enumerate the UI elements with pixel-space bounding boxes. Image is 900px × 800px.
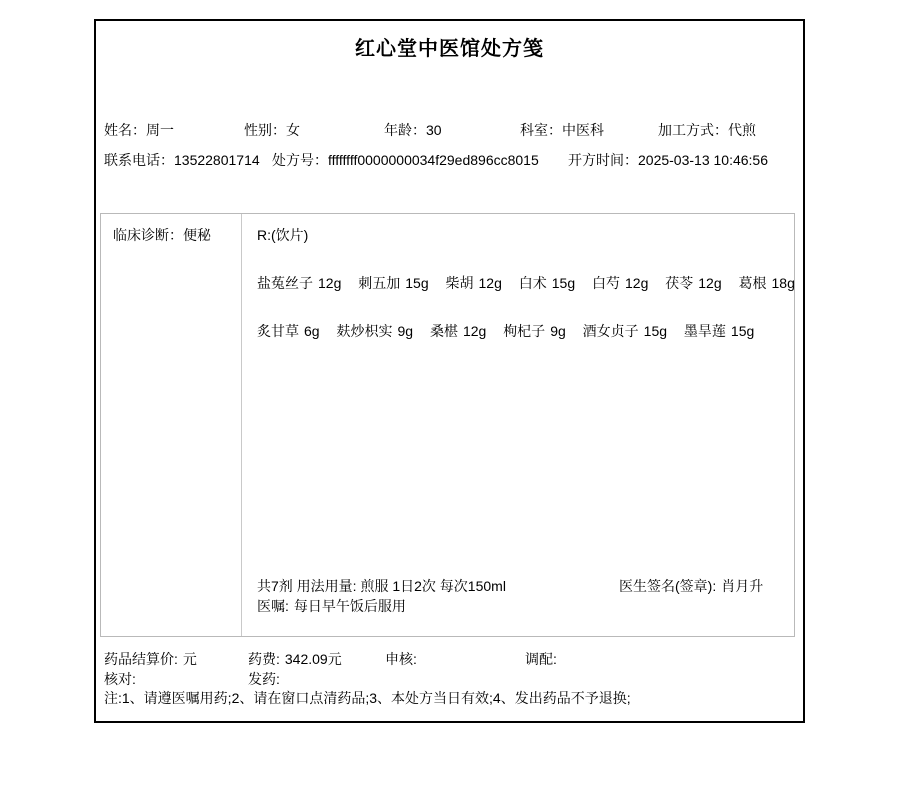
herb-dose: 12g <box>625 275 649 291</box>
field-phone <box>104 152 260 170</box>
gender-label: 性别： <box>244 122 286 138</box>
settle-price-label: 药品结算价: <box>104 651 178 667</box>
medical-advice-value: 每日早午饭后服用 <box>293 598 406 614</box>
herb-dose: 9g <box>550 323 566 339</box>
herb-item <box>519 275 575 291</box>
herb-item <box>583 323 667 339</box>
herb-item <box>358 275 428 291</box>
prescription-box <box>100 213 795 637</box>
herb-dose: 9g <box>397 323 414 339</box>
herb-dose: 12g <box>318 275 342 291</box>
doctor-signature-label: 医生签名(签章): <box>619 578 717 594</box>
patient-name-value: 周一 <box>146 122 174 138</box>
field-medicine-fee <box>248 651 342 669</box>
field-review <box>385 651 422 669</box>
herb-name: 白芍 <box>592 275 620 291</box>
herb-item <box>592 275 648 291</box>
herb-name: 墨旱莲 <box>683 323 726 339</box>
diagnosis-label: 临床诊断： <box>113 227 183 243</box>
page-title: 红心堂中医馆处方笺 <box>355 38 544 60</box>
herb-item <box>684 323 754 339</box>
herb-name: 炙甘草 <box>257 323 299 339</box>
herb-name: 桑椹 <box>429 323 458 339</box>
doctor-signature-value: 肖月升 <box>721 578 764 594</box>
herb-name: 枸杞子 <box>503 323 546 339</box>
phone-label: 联系电话： <box>104 152 174 168</box>
medical-advice-label: 医嘱: <box>257 598 289 614</box>
field-settle-price <box>104 651 197 669</box>
herb-name: 麸炒枳实 <box>336 323 393 339</box>
gender-value: 女 <box>286 122 300 138</box>
field-doctor-signature <box>619 578 763 596</box>
field-patient-name <box>104 122 174 140</box>
footer-note: 注:1、请遵医嘱用药;2、请在窗口点清药品;3、本处方当日有效;4、发出药品不予退换; <box>104 690 631 706</box>
field-processing-method <box>658 122 756 140</box>
herb-item <box>739 275 795 291</box>
herb-dose: 12g <box>462 323 487 339</box>
medicine-fee-label: 药费: <box>248 651 280 667</box>
diagnosis-value: 便秘 <box>183 227 211 243</box>
herb-name: 白术 <box>518 275 547 291</box>
department-value: 中医科 <box>562 122 604 138</box>
department-label: 科室： <box>520 122 562 138</box>
herb-name: 刺五加 <box>358 275 401 291</box>
prescription-number-label: 处方号： <box>272 152 328 168</box>
herb-item <box>503 323 566 339</box>
herb-dose: 15g <box>643 323 668 339</box>
herb-item <box>257 323 320 339</box>
diagnosis-column <box>101 214 242 636</box>
age-label: 年龄： <box>384 122 426 138</box>
review-label: 申核: <box>385 651 417 667</box>
herb-item <box>336 323 413 339</box>
field-medical-advice <box>257 598 406 616</box>
field-check <box>104 671 141 689</box>
patient-name-label: 姓名： <box>104 122 146 138</box>
herb-name: 盐菟丝子 <box>257 275 313 291</box>
herb-name: 柴胡 <box>445 275 474 291</box>
herb-dose: 15g <box>730 323 755 339</box>
issue-time-label: 开方时间： <box>568 152 638 168</box>
herb-name: 酒女贞子 <box>582 323 639 339</box>
processing-method-value: 代煎 <box>728 122 756 138</box>
herb-dose: 15g <box>405 275 429 291</box>
check-label: 核对: <box>104 671 136 687</box>
dispense-label: 发药: <box>248 671 280 687</box>
herb-name: 茯苓 <box>665 275 694 291</box>
usage-dosage: 共7剂 用法用量: 煎服 1日2次 每次150ml <box>257 578 506 594</box>
herb-dose: 12g <box>478 275 502 291</box>
herb-line-1 <box>257 275 808 293</box>
herb-dose: 15g <box>551 275 576 291</box>
prescription-number-value: ffffffff0000000034f29ed896cc8015 <box>328 152 539 168</box>
herb-dose: 6g <box>304 323 320 339</box>
field-diagnosis <box>113 227 211 245</box>
field-dispense <box>248 671 285 689</box>
herb-item <box>257 275 341 291</box>
field-gender <box>244 122 300 140</box>
phone-value: 13522801714 <box>174 152 260 168</box>
age-value: 30 <box>426 122 442 138</box>
herb-line-2 <box>257 323 767 341</box>
prepare-label: 调配: <box>525 651 557 667</box>
herb-name: 葛根 <box>738 275 767 291</box>
herb-item <box>665 275 721 291</box>
field-prepare <box>525 651 562 669</box>
field-department <box>520 122 604 140</box>
settle-price-value: 元 <box>182 651 197 667</box>
issue-time-value: 2025-03-13 10:46:56 <box>638 152 768 168</box>
rx-header: R:(饮片) <box>257 227 309 243</box>
field-issue-time <box>568 152 768 170</box>
field-age <box>384 122 442 140</box>
medicine-fee-value: 342.09元 <box>284 651 342 667</box>
field-prescription-number <box>272 152 539 170</box>
herb-item <box>446 275 502 291</box>
herb-dose: 18g <box>771 275 795 291</box>
herb-dose: 12g <box>698 275 722 291</box>
processing-method-label: 加工方式： <box>658 122 728 138</box>
herb-item <box>430 323 486 339</box>
